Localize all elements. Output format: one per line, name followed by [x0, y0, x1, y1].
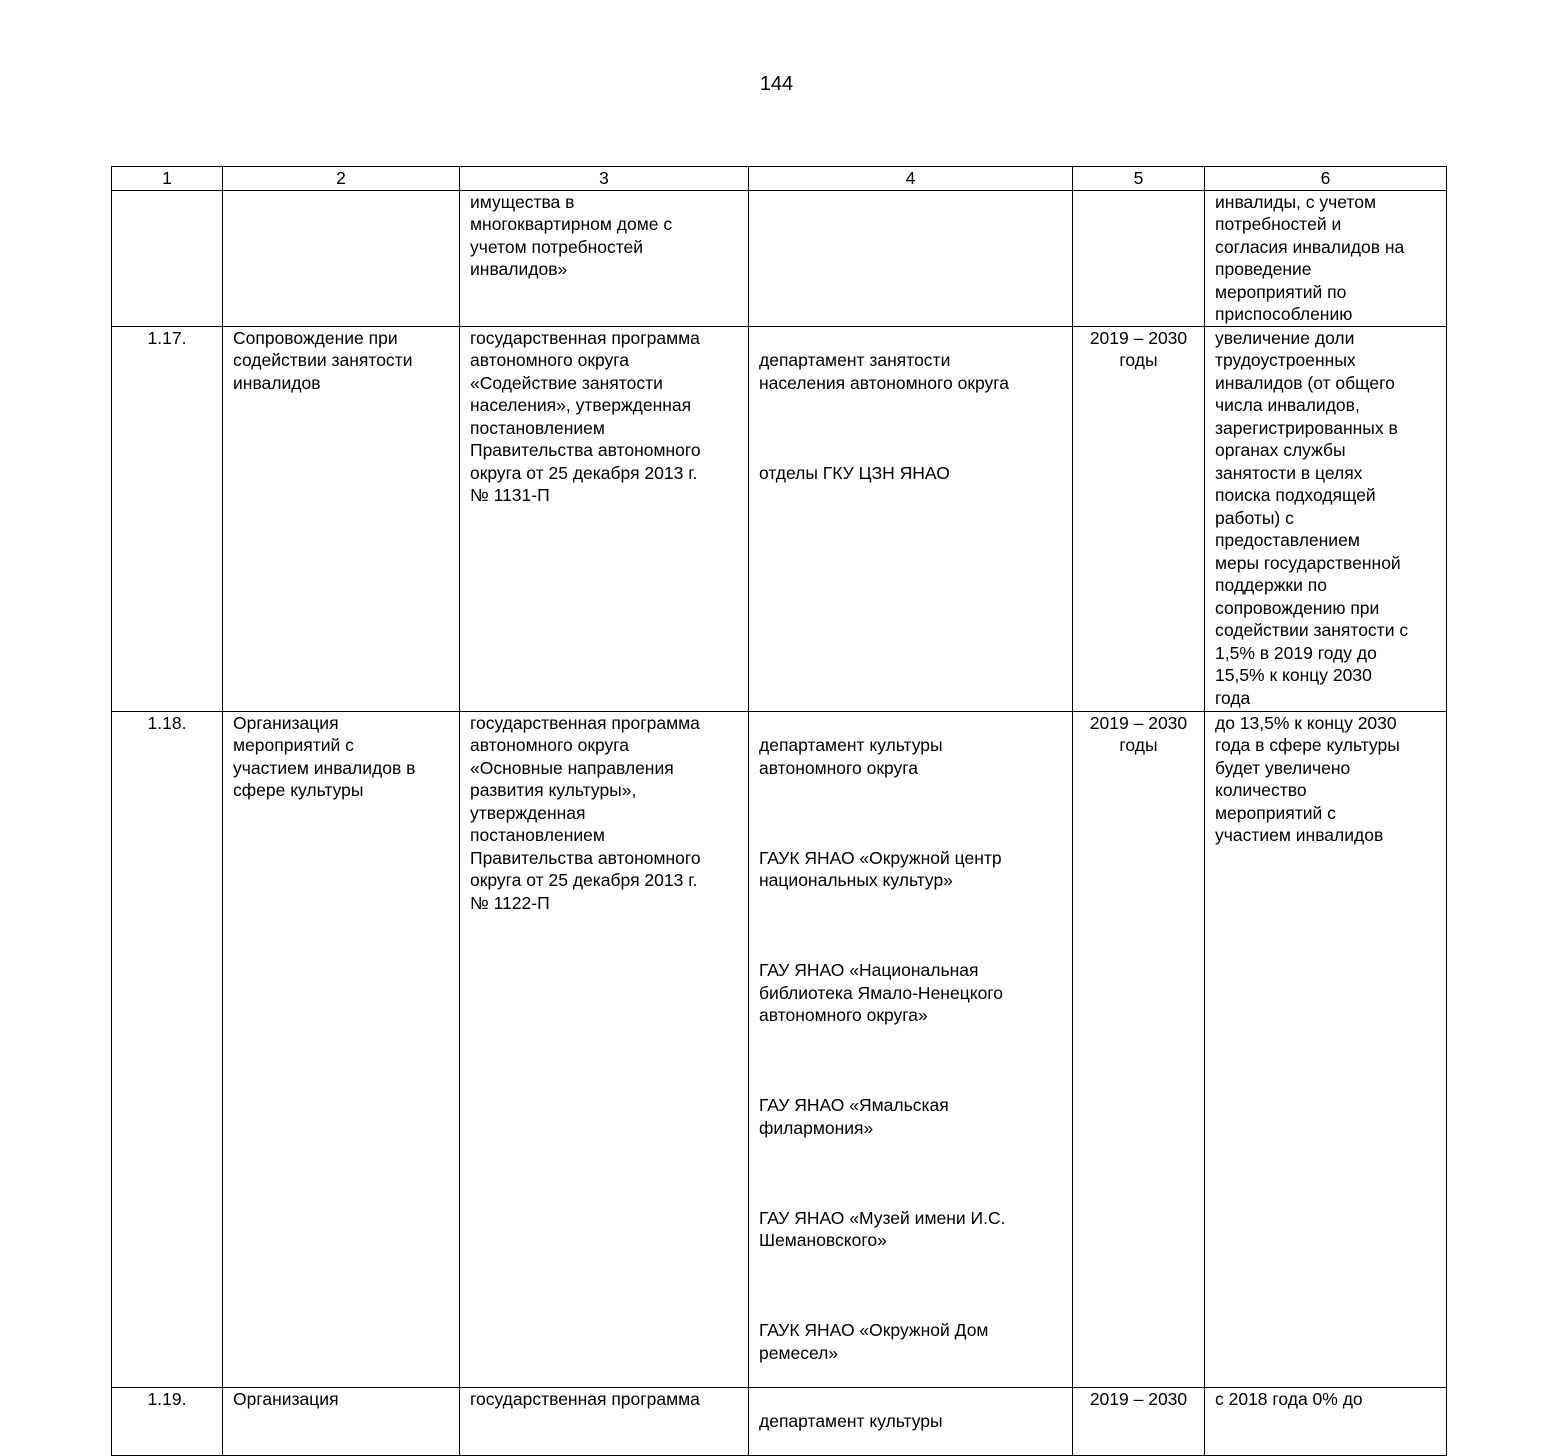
result-cell: инвалиды, с учетом потребностей и согласия инвалидов на проведение мероприятий по приспособлению	[1205, 190, 1447, 326]
responsible-org: отделы ГКУ ЦЗН ЯНАО	[759, 462, 950, 483]
program-cell: государственная программа автономного округа «Содействие занятости населения», утвержденная постановлением Правительства автономного округа от 25 декабря 2013 г. № 1131-П	[460, 326, 749, 711]
period-cell: 2019 – 2030 годы	[1073, 326, 1205, 711]
responsible-org: ГАУК ЯНАО «Окружной центр национальных культур»	[759, 847, 1002, 890]
period-cell	[1073, 190, 1205, 326]
period-cell: 2019 – 2030 годы	[1073, 711, 1205, 1387]
column-header: 2	[223, 167, 460, 191]
measures-table	[111, 166, 1447, 1456]
column-header: 4	[749, 167, 1073, 191]
column-header: 1	[112, 167, 223, 191]
item-number-cell: 1.19.	[112, 1387, 223, 1456]
result-cell: до 13,5% к концу 2030 года в сфере культуры будет увеличено количество мероприятий с участием инвалидов	[1205, 711, 1447, 1387]
table-row	[112, 1387, 1447, 1456]
item-number-cell	[112, 190, 223, 326]
table-row	[112, 711, 1447, 1387]
page-number: 144	[759, 73, 794, 95]
measure-name-cell: Сопровождение при содействии занятости инвалидов	[223, 326, 460, 711]
measure-name-cell: Организация	[223, 1387, 460, 1456]
column-header: 3	[460, 167, 749, 191]
program-cell: государственная программа автономного округа «Основные направления развития культуры», утвержденная постановлением Правительства автономного округа от 25 декабря 2013 г. № 1122-П	[460, 711, 749, 1387]
responsible-cell	[749, 1387, 1073, 1456]
responsible-cell	[749, 711, 1073, 1387]
table-row	[112, 326, 1447, 711]
period-cell: 2019 – 2030	[1073, 1387, 1205, 1456]
responsible-cell	[749, 190, 1073, 326]
responsible-org: департамент культуры автономного округа	[759, 735, 943, 778]
table-row	[112, 190, 1447, 326]
item-number-cell: 1.18.	[112, 711, 223, 1387]
column-header: 6	[1205, 167, 1447, 191]
responsible-org: ГАУ ЯНАО «Музей имени И.С. Шемановского»	[759, 1207, 1006, 1250]
result-cell: увеличение доли трудоустроенных инвалидов (от общего числа инвалидов, зарегистрированных в органах службы занятости в целях поиска подходящей работы) с предоставлением меры государственной поддержки по сопровождению при содействии занятости с 1,5% в 2019 году до 15,5% к концу 2030 года	[1205, 326, 1447, 711]
header-row	[112, 167, 1447, 191]
result-cell: с 2018 года 0% до	[1205, 1387, 1447, 1456]
responsible-org: ГАУ ЯНАО «Национальная библиотека Ямало-Ненецкого автономного округа»	[759, 960, 1004, 1025]
responsible-org: департамент занятости населения автономного округа	[759, 350, 1010, 393]
program-cell: государственная программа	[460, 1387, 749, 1456]
responsible-cell	[749, 326, 1073, 711]
responsible-org: департамент культуры	[759, 1411, 943, 1431]
measure-name-cell	[223, 190, 460, 326]
program-cell: имущества в многоквартирном доме с учетом потребностей инвалидов»	[460, 190, 749, 326]
responsible-org: ГАУК ЯНАО «Окружной Дом ремесел»	[759, 1320, 989, 1363]
item-number-cell: 1.17.	[112, 326, 223, 711]
responsible-org: ГАУ ЯНАО «Ямальская филармония»	[759, 1095, 949, 1138]
column-header: 5	[1073, 167, 1205, 191]
measure-name-cell: Организация мероприятий с участием инвалидов в сфере культуры	[223, 711, 460, 1387]
